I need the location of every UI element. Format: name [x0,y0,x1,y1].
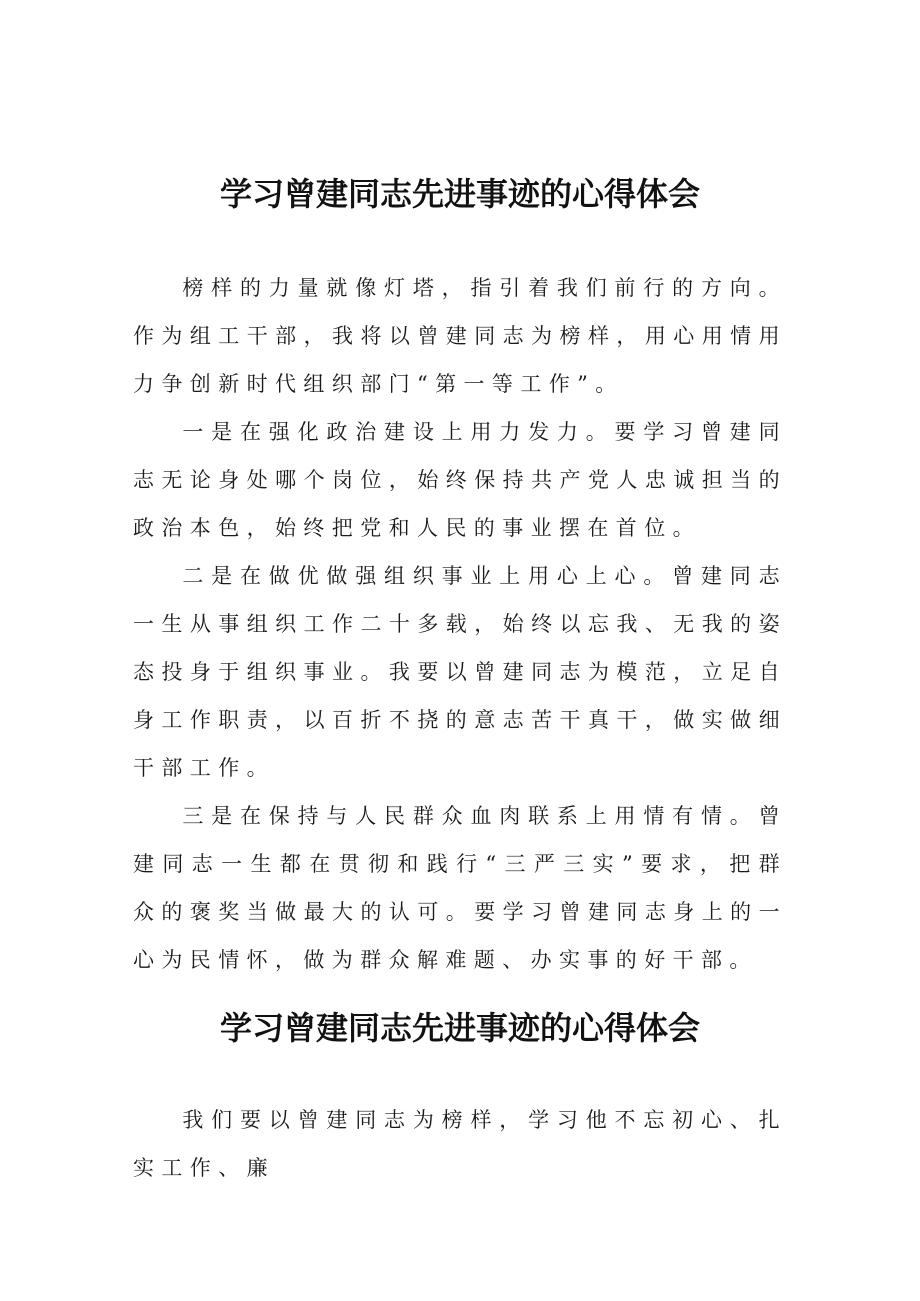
paragraph: 三是在保持与人民群众血肉联系上用情有情。曾建同志一生都在贯彻和践行“三严三实”要求，把群众的褒奖当做最大的认可。要学习曾建同志身上的一心为民情怀，做为群众解难题、办实事的好干部。 [133,804,787,972]
paragraph: 榜样的力量就像灯塔，指引着我们前行的方向。作为组工干部，我将以曾建同志为榜样，用心用情用力争创新时代组织部门“第一等工作”。 [133,276,787,396]
section-2-body [133,1096,787,1192]
section-2-title: 学习曾建同志先进事迹的心得体会 [219,1009,700,1047]
paragraph: 一是在强化政治建设上用力发力。要学习曾建同志无论身处哪个岗位，始终保持共产党人忠诚担当的政治本色，始终把党和人民的事业摆在首位。 [133,420,787,540]
paragraph: 我们要以曾建同志为榜样，学习他不忘初心、扎实工作、廉 [133,1108,787,1180]
section-1-title: 学习曾建同志先进事迹的心得体会 [219,175,700,213]
paragraph: 二是在做优做强组织事业上用心上心。曾建同志一生从事组织工作二十多载，始终以忘我、无我的姿态投身于组织事业。我要以曾建同志为模范，立足自身工作职责，以百折不挠的意志苦干真干，做实做细干部工作。 [133,564,787,780]
section-1-body [133,264,787,984]
